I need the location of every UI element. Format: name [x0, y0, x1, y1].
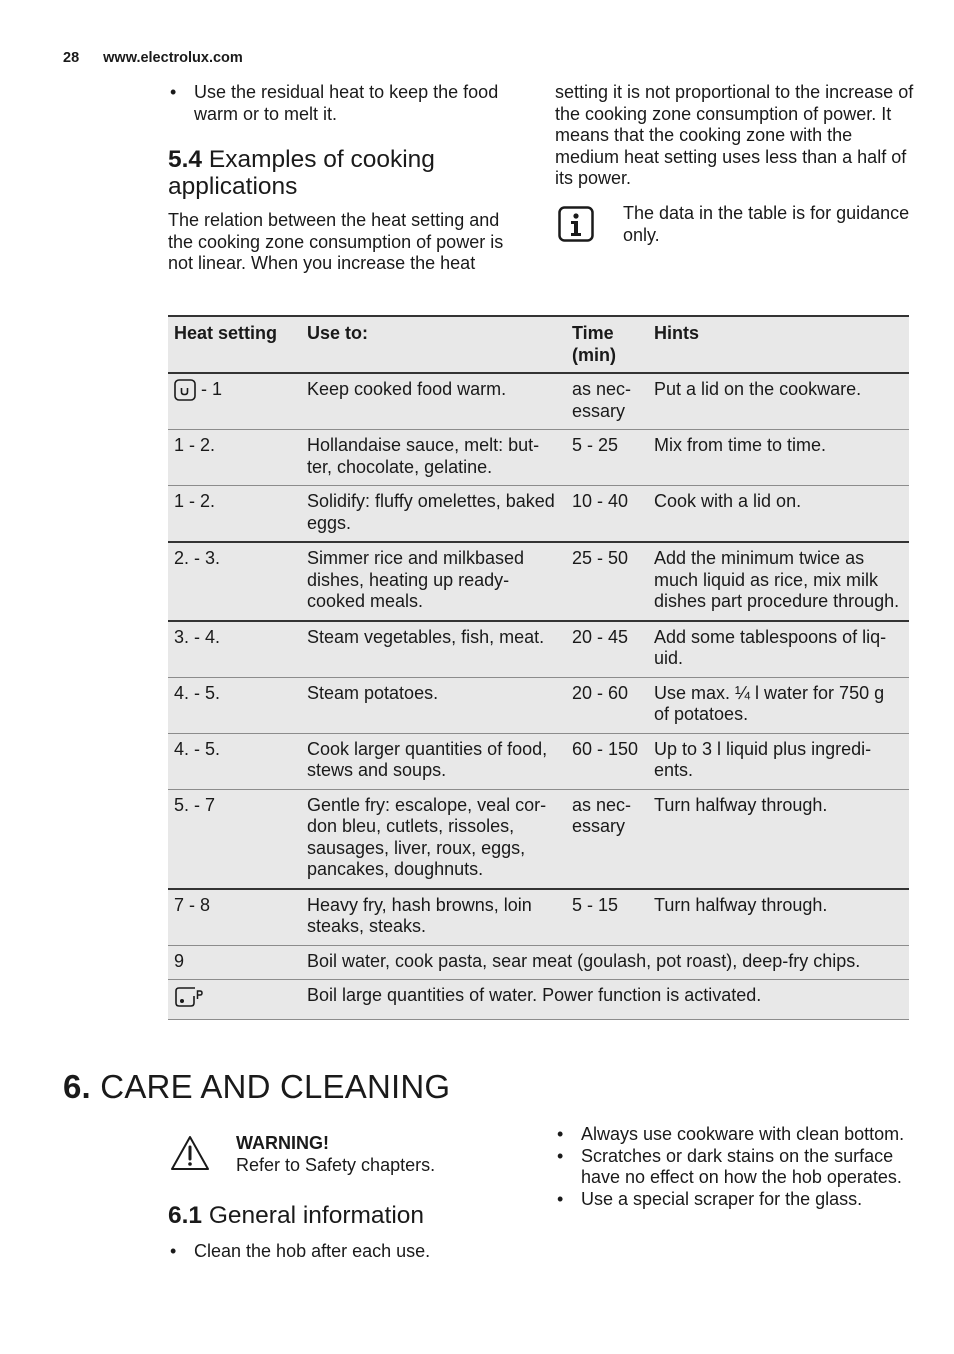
table-row: [168, 621, 909, 678]
left-bullets: [168, 1241, 528, 1263]
cell-use: Cook larger quantities of food, stews and soups.: [301, 733, 566, 789]
section-6-1-title-text: General information: [208, 1202, 425, 1229]
cell-use: Gentle fry: escalope, veal cor-don bleu, cutlets, rissoles, sausages, liver, roux, eggs, pancakes, doughnuts.: [301, 789, 566, 889]
residual-heat-list: [168, 82, 528, 125]
column-header-heat-setting: Heat setting: [168, 316, 301, 373]
cell-time: 60 - 150: [566, 733, 648, 789]
cell-use: Heavy fry, hash browns, loin steaks, steaks.: [301, 889, 566, 946]
cell-setting: 2. - 3.: [168, 542, 301, 621]
section-5-4-title-text: Examples of cooking applications: [168, 146, 435, 200]
list-item: • Always use cookware with clean bottom.: [555, 1124, 915, 1146]
cell-hint: Use max. ¼ l water for 750 g of potatoes.: [648, 677, 909, 733]
cell-time: 5 - 15: [566, 889, 648, 946]
warning-body: Refer to Safety chapters.: [236, 1154, 436, 1175]
cell-time: 20 - 45: [566, 621, 648, 678]
page-header: [63, 50, 243, 66]
warning-triangle-icon: [170, 1135, 210, 1171]
section-6-1-title: [168, 1202, 528, 1229]
paragraph-right-text: setting it is not proportional to the increase of the cooking zone consumption of power. It means that the cooking zone with the medium heat setting uses less than a half of its power.: [555, 82, 914, 188]
website: www.electrolux.com: [103, 50, 243, 66]
warning-title: WARNING!: [236, 1133, 329, 1153]
cell-setting: [168, 373, 301, 430]
table-row: [168, 373, 909, 430]
list-item: • Use the residual heat to keep the food warm or to melt it.: [168, 82, 528, 125]
cell-time: 10 - 40: [566, 486, 648, 543]
cell-use: Keep cooked food warm.: [301, 373, 566, 430]
cell-setting: 1 - 2.: [168, 430, 301, 486]
table-row: [168, 430, 909, 486]
cell-use-merged: Boil large quantities of water. Power function is activated.: [301, 980, 909, 1020]
cell-hint: Turn halfway through.: [648, 789, 909, 889]
left-column-intro: [168, 82, 528, 125]
column-header-use: Use to:: [301, 316, 566, 373]
table-row: [168, 980, 909, 1020]
cell-hint: Turn halfway through.: [648, 889, 909, 946]
cell-hint: Mix from time to time.: [648, 430, 909, 486]
cell-setting-text: - 1: [201, 379, 223, 399]
cell-use: Steam potatoes.: [301, 677, 566, 733]
cell-use: Hollandaise sauce, melt: but-ter, chocolate, gelatine.: [301, 430, 566, 486]
paragraph-right: [555, 82, 915, 190]
warning-text: [236, 1133, 536, 1176]
cell-hint: Put a lid on the cookware.: [648, 373, 909, 430]
cell-time: 25 - 50: [566, 542, 648, 621]
cell-hint: Up to 3 l liquid plus ingredi-ents.: [648, 733, 909, 789]
list-item: • Use a special scraper for the glass.: [555, 1189, 915, 1211]
cell-time: 20 - 60: [566, 677, 648, 733]
section-5-4-heading: [168, 146, 528, 200]
cleaning-list-right: [555, 1124, 915, 1210]
cell-setting: 4. - 5.: [168, 677, 301, 733]
cell-time: as nec-essary: [566, 373, 648, 430]
info-note-text: The data in the table is for guidance only.: [623, 203, 910, 245]
right-bullets: [555, 1124, 915, 1210]
keep-warm-symbol-icon: [174, 379, 196, 401]
paragraph-left-text: The relation between the heat setting and the cooking zone consumption of power is not linear. When you increase the heat: [168, 210, 504, 273]
cell-setting: [168, 980, 301, 1020]
cell-use: Steam vegetables, fish, meat.: [301, 621, 566, 678]
cell-setting: 3. - 4.: [168, 621, 301, 678]
cell-time: 5 - 25: [566, 430, 648, 486]
section-6-title: [63, 1067, 450, 1107]
power-boost-symbol-icon: [174, 985, 204, 1009]
cell-hint: Cook with a lid on.: [648, 486, 909, 543]
table-row: [168, 945, 909, 980]
table-header-row: [168, 316, 909, 373]
section-6-number: 6.: [63, 1068, 91, 1105]
paragraph-left: [168, 210, 528, 275]
section-6-title-text: CARE AND CLEANING: [100, 1068, 451, 1105]
page-number: 28: [63, 50, 80, 66]
table-row: [168, 542, 909, 621]
cell-use-merged: Boil water, cook pasta, sear meat (goulash, pot roast), deep-fry chips.: [301, 945, 909, 980]
cell-setting: 5. - 7: [168, 789, 301, 889]
cell-hint: Add some tablespoons of liq-uid.: [648, 621, 909, 678]
cell-setting: 7 - 8: [168, 889, 301, 946]
section-6-1-heading: [168, 1202, 528, 1229]
cell-setting: 4. - 5.: [168, 733, 301, 789]
section-5-4-title: [168, 146, 528, 200]
table-row: [168, 486, 909, 543]
heat-setting-table: [168, 315, 909, 1020]
cell-setting: 1 - 2.: [168, 486, 301, 543]
column-header-hints: Hints: [648, 316, 909, 373]
table-row: [168, 889, 909, 946]
cell-use: Solidify: fluffy omelettes, baked eggs.: [301, 486, 566, 543]
cell-time: as nec-essary: [566, 789, 648, 889]
cell-setting: 9: [168, 945, 301, 980]
cell-hint: Add the minimum twice as much liquid as rice, mix milk dishes part procedure through.: [648, 542, 909, 621]
section-6-1-number: 6.1: [168, 1202, 203, 1229]
list-item: • Scratches or dark stains on the surface have no effect on how the hob operates.: [555, 1146, 915, 1189]
cell-use: Simmer rice and milkbased dishes, heating up ready-cooked meals.: [301, 542, 566, 621]
table-row: [168, 789, 909, 889]
cleaning-list-left: [168, 1241, 528, 1263]
table-row: [168, 677, 909, 733]
table-row: [168, 733, 909, 789]
list-item: • Clean the hob after each use.: [168, 1241, 528, 1263]
column-header-time: Time (min): [566, 316, 648, 373]
info-icon: [558, 206, 594, 242]
section-5-4-number: 5.4: [168, 146, 203, 173]
